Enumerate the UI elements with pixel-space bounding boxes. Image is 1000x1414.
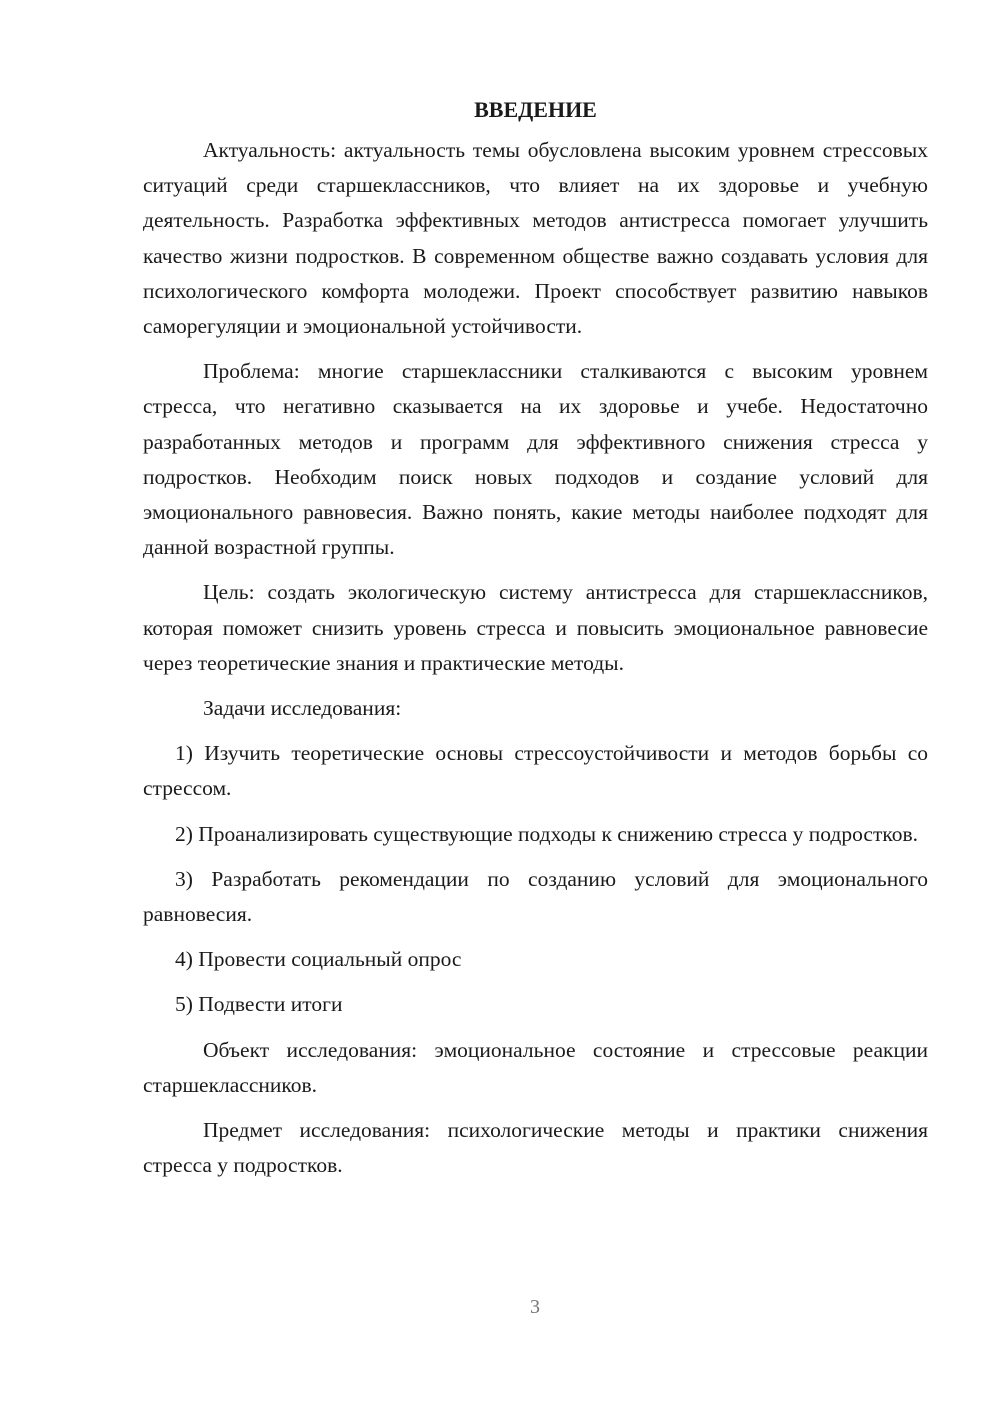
list-item: 5) Подвести итоги — [175, 992, 343, 1017]
goal-paragraph: Цель: создать экологическую систему антистресса для старшеклассников, которая поможет снизить уровень стресса и повысить эмоциональное равновесие через теоретические знания и практические методы. — [143, 580, 928, 675]
problem-paragraph: Проблема: многие старшеклассники сталкиваются с высоким уровнем стресса, что негативно сказывается на их здоровье и учебе. Недостаточно разработанных методов и программ для эффективного снижения стресса у подростков. Необходим поиск новых подходов и создание условий для эмоционального равновесия. Важно понять, какие методы наиболее подходят для данной возрастной группы. — [143, 359, 928, 560]
object-paragraph: Объект исследования: эмоциональное состояние и стрессовые реакции старшеклассников. — [143, 1037, 928, 1097]
subject-paragraph: Предмет исследования: психологические методы и практики снижения стресса у подростков. — [143, 1118, 928, 1178]
list-item: 2) Проанализировать существующие подходы к снижению стресса у подростков. — [175, 821, 918, 846]
list-item: 3) Разработать рекомендации по созданию условий для эмоционального равновесия. — [143, 866, 928, 927]
page-number: 3 — [530, 1296, 540, 1318]
document-page — [143, 92, 928, 1183]
list-item: 4) Провести социальный опрос — [175, 947, 462, 972]
tasks-list — [143, 736, 928, 1022]
page-title: ВВЕДЕНИЕ — [474, 97, 597, 122]
tasks-heading: Задачи исследования: — [203, 696, 402, 721]
relevance-paragraph: Актуальность: актуальность темы обусловлена высоким уровнем стрессовых ситуаций среди старшеклассников, что влияет на их здоровье и учебную деятельность. Разработка эффективных методов антистресса помогает улучшить качество жизни подростков. В современном обществе важно создавать условия для психологического комфорта молодежи. Проект способствует развитию навыков саморегуляции и эмоциональной устойчивости. — [143, 138, 928, 339]
list-item: 1) Изучить теоретические основы стрессоустойчивости и методов борьбы со стрессом. — [143, 741, 928, 801]
